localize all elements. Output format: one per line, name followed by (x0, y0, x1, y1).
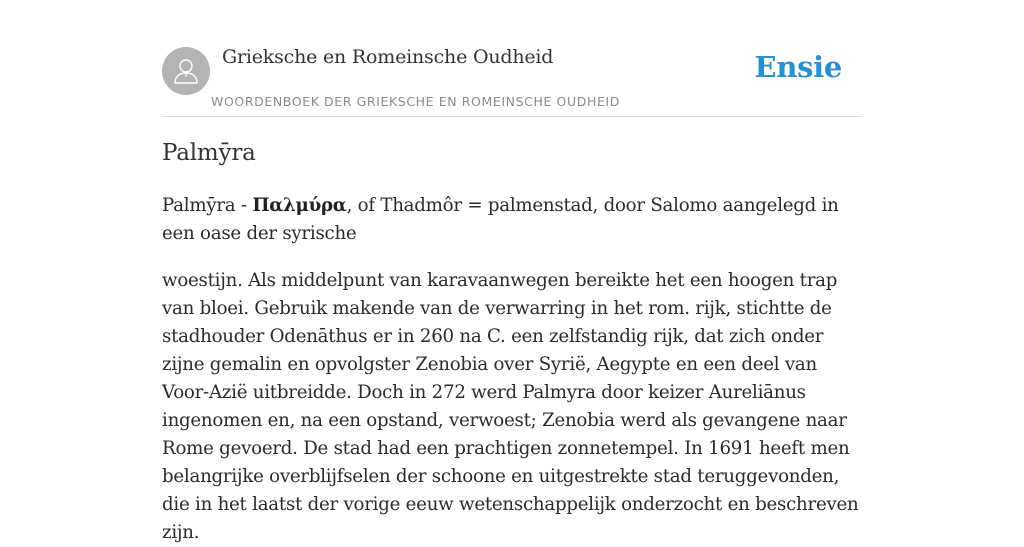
user-icon (171, 56, 201, 86)
brand-logo[interactable]: Ensie (754, 50, 842, 84)
entry-intro (162, 192, 862, 248)
avatar[interactable] (162, 47, 210, 95)
entry-body: woestijn. Als middelpunt van karavaanwegen bereikte het een hoogen trap van bloei. Gebruik makende van de verwarring in het rom. rijk, stichtte de stadhouder Odenāthus er in 260 na C. een zelfstandig rijk, dat zich onder zijne gemalin en opvolgster Zenobia over Syrië, Aegypte en een deel van Voor-Azië uitbreidde. Doch in 272 werd Palmyra door keizer Aureliānus ingenomen en, na een opstand, verwoest; Zenobia werd als gevangene naar Rome gevoerd. De stad had een prachtigen zonnetempel. In 1691 heeft men belangrijke overblijfselen der schoone en uitgestrekte stad teruggevonden, die in het laatst der vorige eeuw wetenschappelijk onderzocht en beschreven zijn. (162, 270, 859, 543)
page (162, 0, 862, 543)
source-subtitle: WOORDENBOEK DER GRIEKSCHE EN ROMEINSCHE OUDHEID (211, 94, 620, 109)
header (162, 0, 862, 117)
greek-name: Παλμύρα (252, 195, 347, 216)
intro-head: Palmȳra - (162, 195, 253, 216)
entry-title: Palmȳra (162, 140, 256, 166)
intro-tail: , of Thadmôr = palmenstad, door Salomo aangelegd in een oase der syrische (162, 195, 839, 244)
source-title[interactable]: Grieksche en Romeinsche Oudheid (222, 46, 554, 68)
